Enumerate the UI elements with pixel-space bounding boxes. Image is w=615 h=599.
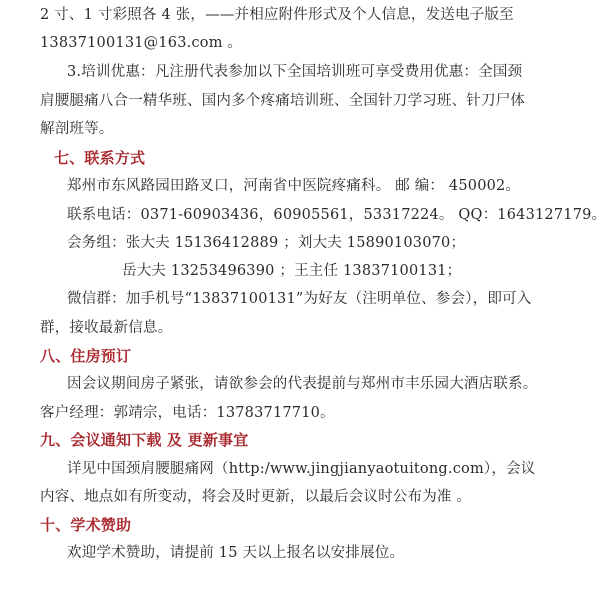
contact-team-2: 岳大夫 13253496390 ；王主任 13837100131；	[122, 263, 462, 279]
sponsor-line-1: 欢迎学术赞助，请提前 15 天以上报名以安排展位。	[67, 545, 405, 561]
download-line-2: 内容、地点如有所变动，将会及时更新，以最后会议时公布为准 。	[40, 489, 472, 505]
contact-wechat-1: 微信群：加手机号“13837100131”为好友（注明单位、参会），即可入	[67, 291, 532, 307]
section-heading-housing: 八、住房预订	[40, 347, 132, 365]
photos-line: 2 寸、1 寸彩照各 4 张，——并相应附件形式及个人信息，发送电子版至	[40, 7, 514, 23]
contact-team-1: 会务组：张大夫 15136412889 ；刘大夫 15890103070；	[67, 235, 466, 251]
download-line-1: 详见中国颈肩腰腿痛网（http:/www.jingjianyaotuitong.com），会议	[67, 461, 536, 477]
contact-address: 郑州市东风路园田路叉口，河南省中医院疼痛科。 邮 编： 450002。	[67, 178, 521, 194]
training-line-1: 3.培训优惠：凡注册代表参加以下全国培训班可享受费用优惠：全国颈	[67, 64, 523, 80]
training-line-3: 解剖班等。	[40, 121, 114, 137]
housing-line-2: 客户经理：郭靖宗，电话：13783717710。	[40, 405, 335, 421]
contact-phone: 联系电话：0371-60903436，60905561，53317224。 QQ：1643127179。	[67, 207, 607, 223]
contact-wechat-2: 群，接收最新信息。	[40, 320, 173, 336]
email-line: 13837100131@163.com 。	[40, 35, 243, 51]
section-heading-download: 九、会议通知下载 及 更新事宜	[40, 431, 249, 449]
training-line-2: 肩腰腿痛八合一精华班、国内多个疼痛培训班、全国针刀学习班、针刀尸体	[40, 93, 526, 109]
section-heading-contact: 七、联系方式	[54, 149, 146, 167]
housing-line-1: 因会议期间房子紧张，请欲参会的代表提前与郑州市丰乐园大酒店联系。	[67, 376, 538, 392]
section-heading-sponsor: 十、学术赞助	[40, 516, 132, 534]
